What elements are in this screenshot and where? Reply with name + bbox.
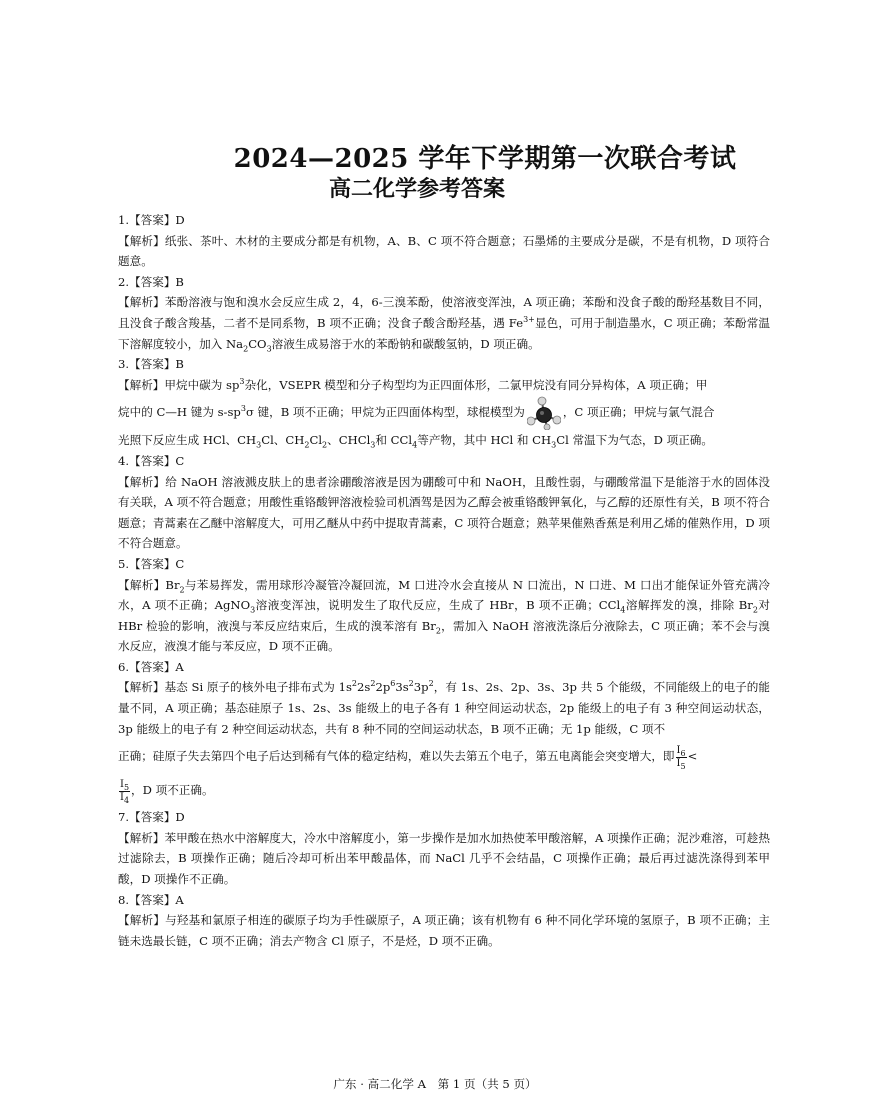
explanation: 【解析】苯酚溶液与饱和溴水会反应生成 2，4，6-三溴苯酚，使溶液变浑浊，A 项正确；苯酚和没食子酸的酚羟基数目不同，且没食子酸含羧基，二者不是同系物，B 项不正确；没食子酸含酚羟基，遇 $Fe^{3+}$显色，可用于制造墨水，C 项正确；苯酚常温下溶解度较小，加入 $Na_2CO_3$溶液生成易溶于水的苯酚钠和碳酸氢钠，D 项正确。 xyxy=(118,295,770,353)
answer-label: 6.【答案】A xyxy=(118,659,184,674)
explanation-line-fraction: 正确；硅原子失去第四个电子后达到稀有气体的稳定结构，难以失去第五个电子，第五电离能会突变增大，即 $\frac{I_6}{I_5}$ < xyxy=(118,744,698,771)
answer-label: 8.【答案】A xyxy=(118,892,184,907)
fraction-i6-i5: $\frac{I_6}{I_5}$ xyxy=(676,744,686,771)
answer-label: 2.【答案】B xyxy=(118,274,184,289)
answer-label: 1.【答案】D xyxy=(118,213,185,227)
question-1 xyxy=(118,210,770,272)
methane-ball-stick-icon xyxy=(527,396,561,430)
explanation-line: 光照下反应生成 HCl、$CH_3Cl$、$CH_2Cl_2$、CHCl$_3$和 CCl$_4$等产物，其中 HCl 和 $CH_3Cl$ 常温下为气态，D 项正确。 xyxy=(118,433,713,450)
answer-label: 7.【答案】D xyxy=(118,810,185,825)
explanation-line-molecule: 烷中的 C—H 键为 $s-sp^3\sigma$ 键，B 项不正确；甲烷为正四面体构型，球棍模型为 ，C 项正确；甲烷与氯气混合 xyxy=(118,395,770,430)
answer-subtitle: 高二化学参考答案 xyxy=(328,177,505,202)
exam-title: 2024—2025 学年下学期第一次联合考试 xyxy=(233,144,737,174)
page-footer: 广东 · 高二化学 A 第 1 页（共 5 页） xyxy=(333,1077,537,1091)
explanation: 【解析】$Br_2$与苯易挥发，需用球形冷凝管冷凝回流，M 口进冷水会直接从 N 口流出，N 口进、M 口出才能保证外管充满冷水，A 项不正确；AgNO$_3$溶液变浑浊，说明发生了取代反应，生成了 HBr，B 项不正确；CCl$_4$溶解挥发的溴，排除 $Br_2$对 HBr 检验的影响，液溴与苯反应结束后，生成的溴苯溶有 $Br_2$，需加入 NaOH 溶液洗涤后分液除去，C 项正确；苯不会与溴水反应，液溴才能与苯反应，D 项不正确。 xyxy=(118,577,771,654)
answer-label: 5.【答案】C xyxy=(118,556,185,571)
answer-label: 3.【答案】B xyxy=(118,357,184,372)
explanation: 【解析】甲烷中碳为 $sp^3$杂化，VSEPR 模型和分子构型均为正四面体形，二氯甲烷没有同分异构体，A 项正确；甲 xyxy=(118,376,708,392)
answers-body xyxy=(118,210,770,951)
explanation: 【解析】与羟基和氯原子相连的碳原子均为手性碳原子，A 项正确；该有机物有 6 种不同化学环境的氢原子，B 项不正确；主链未选最长链，C 项不正确；消去产物含 Cl 原子，不是烃，D 项不正确。 xyxy=(118,913,770,948)
question-7 xyxy=(118,807,770,889)
explanation-line-fraction-2: $\frac{I_5}{I_4}$ ，D 项不正确。 xyxy=(120,778,214,805)
question-6 xyxy=(118,657,770,807)
explanation: 【解析】纸张、茶叶、木材的主要成分都是有机物，A、B、C 项不符合题意；石墨烯的主要成分是碳，不是有机物，D 项符合题意。 xyxy=(118,233,770,269)
explanation: 【解析】苯甲酸在热水中溶解度大，冷水中溶解度小，第一步操作是加水加热使苯甲酸溶解，A 项操作正确；泥沙难溶，可趁热过滤除去，B 项操作正确；随后冷却可析出苯甲酸晶体，而 NaCl 几乎不会结晶，C 项操作正确；最后再过滤洗涤得到苯甲酸，D 项操作不正确。 xyxy=(118,830,770,887)
question-8 xyxy=(118,890,770,952)
question-3 xyxy=(118,354,770,451)
question-2 xyxy=(118,272,770,354)
fraction-i5-i4: $\frac{I_5}{I_4}$ xyxy=(120,778,130,805)
question-5 xyxy=(118,554,770,657)
explanation: 【解析】基态 Si 原子的核外电子排布式为 $1s^22s^22p^63s^23p^2$，有 1s、2s、2p、3s、3p 共 5 个能级，不同能级上的电子的能量不同，A 项正确；基态硅原子 1s、2s、3s 能级上的电子各有 1 种空间运动状态，2p 能级上的电子有 3 种空间运动状态，3p 能级上的电子有 2 种空间运动状态，共有 8 种不同的空间运动状态，B 项不正确；无 1p 能级，C 项不 xyxy=(118,679,770,736)
question-4 xyxy=(118,451,770,554)
explanation: 【解析】给 NaOH 溶液溅皮肤上的患者涂硼酸溶液是因为硼酸可中和 NaOH，且酸性弱，与硼酸常温下是能溶于水的固体没有关联，A 项不符合题意；用酸性重铬酸钾溶液检验司机酒驾是因为乙醇会被重铬酸钾氧化，与乙醇的还原性有关，B 项不符合题意；青蒿素在乙醚中溶解度大，可用乙醚从中药中提取青蒿素，C 项符合题意；熟苹果催熟香蕉是利用乙烯的催熟作用，D 项不符合题意。 xyxy=(118,474,770,551)
answer-label: 4.【答案】C xyxy=(118,453,185,468)
